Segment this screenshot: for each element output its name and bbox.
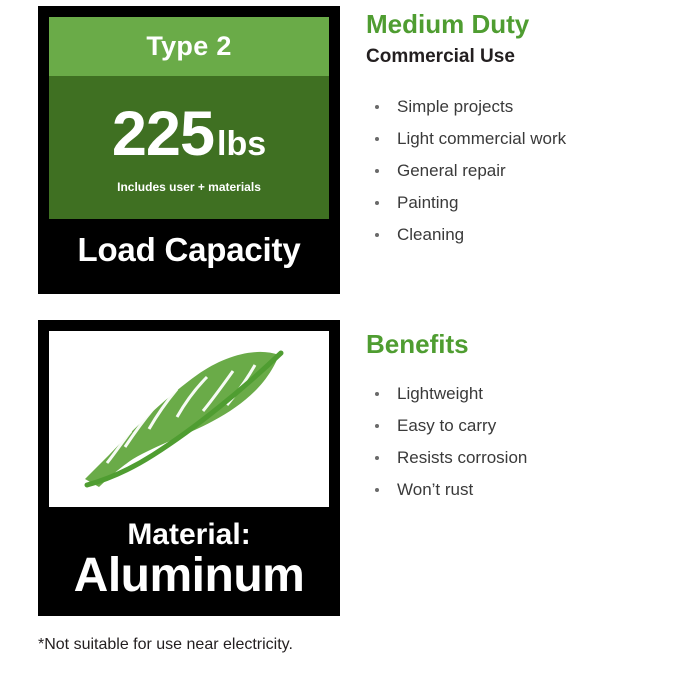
material-text: [49, 507, 329, 612]
bullet-dot: [375, 488, 379, 492]
list-item-label: Simple projects: [397, 96, 514, 116]
ladder-type-label: Type 2: [146, 31, 232, 61]
list-item: [366, 442, 666, 474]
medium-duty-subtitle: Commercial Use: [366, 45, 515, 67]
feather-icon: [49, 331, 329, 507]
list-item: [366, 91, 666, 123]
benefits-list: [366, 378, 666, 506]
weight-note: Includes user + materials: [117, 180, 261, 194]
list-item-label: Light commercial work: [397, 128, 567, 148]
weight-unit: lbs: [217, 125, 267, 163]
material-value: Aluminum: [73, 548, 305, 602]
list-item: [366, 378, 666, 410]
list-item-label: Easy to carry: [397, 415, 497, 435]
weight-band: [49, 76, 329, 219]
list-item-label: Cleaning: [397, 224, 465, 244]
list-item-label: Painting: [397, 192, 459, 212]
bullet-dot: [375, 201, 379, 205]
bullet-dot: [375, 233, 379, 237]
bullet-dot: [375, 424, 379, 428]
material-image-panel: [49, 331, 329, 507]
ladder-type-band: [49, 17, 329, 76]
medium-duty-title: Medium Duty: [366, 9, 530, 39]
list-item-label: Won’t rust: [397, 479, 474, 499]
benefits-section: [366, 330, 666, 506]
load-capacity-card: [38, 6, 340, 294]
list-item: [366, 474, 666, 506]
weight-line: [111, 99, 267, 169]
list-item: [366, 155, 666, 187]
material-card: [38, 320, 340, 616]
bullet-dot: [375, 456, 379, 460]
list-item: [366, 123, 666, 155]
list-item-label: General repair: [397, 160, 506, 180]
material-label: Material:: [127, 517, 251, 551]
list-item: [366, 187, 666, 219]
bullet-dot: [375, 105, 379, 109]
medium-duty-list: [366, 91, 666, 251]
bullet-dot: [375, 169, 379, 173]
list-item-label: Lightweight: [397, 383, 484, 403]
medium-duty-section: [366, 10, 666, 251]
weight-number: 225: [111, 99, 214, 169]
load-capacity-caption-text: Load Capacity: [77, 231, 301, 268]
list-item-label: Resists corrosion: [397, 447, 528, 467]
bullet-dot: [375, 392, 379, 396]
bullet-dot: [375, 137, 379, 141]
list-item: [366, 410, 666, 442]
load-capacity-caption: [49, 219, 329, 281]
benefits-title: Benefits: [366, 329, 469, 359]
list-item: [366, 219, 666, 251]
footnote: *Not suitable for use near electricity.: [38, 636, 293, 653]
